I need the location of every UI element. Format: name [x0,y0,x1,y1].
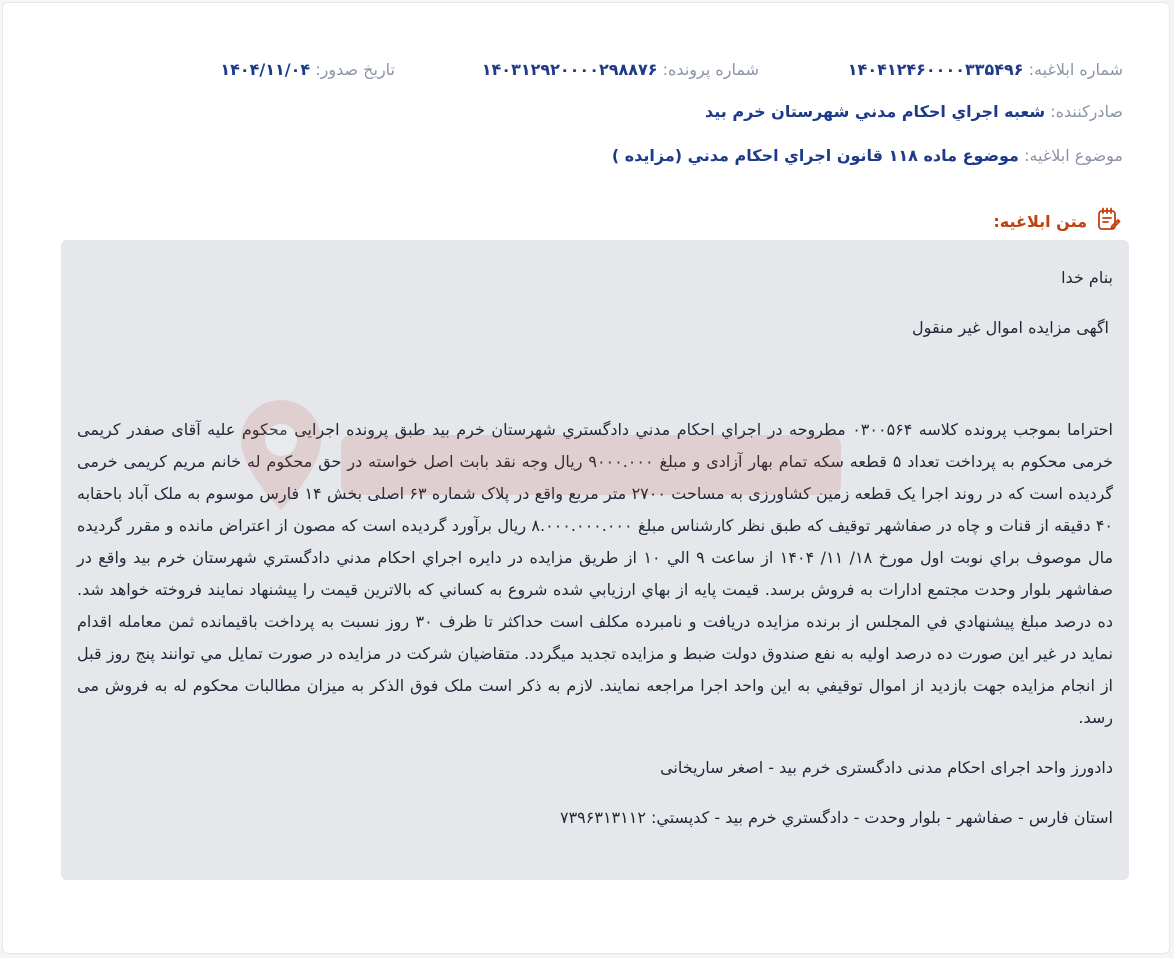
meta-row-subject [612,146,1123,165]
meta-row-issuer [705,102,1123,121]
notice-number [848,60,1123,79]
case-number-value: ۱۴۰۳۱۲۹۲۰۰۰۰۲۹۸۸۷۶ [481,60,658,79]
notice-card [2,2,1170,954]
issue-date-value: ۱۴۰۴/۱۱/۰۴ [220,60,311,79]
issuer-label: صادرکننده: [1050,102,1123,121]
notice-body [61,240,1129,880]
notice-text-heading-label: متن ابلاغیه: [993,211,1087,231]
address-line: استان فارس - صفاشهر - بلوار وحدت - دادگستري خرم بيد - كدپستي: ۷۳۹۶۳۱۳۱۱۲ [559,808,1113,827]
case-number [482,60,759,79]
bismillah-line: بنام خدا [1061,268,1113,287]
case-number-label: شماره پرونده: [662,60,759,79]
subject-value: موضوع ماده ۱۱۸ قانون اجراي احكام مدني (مزايده ) [611,146,1019,165]
issuer-value: شعبه اجراي احكام مدني شهرستان خرم بيد [705,102,1046,121]
notice-main-text: احتراما بموجب پرونده کلاسه ۰۳۰۰۵۶۴ مطروحه در اجراي احكام مدني دادگستري شهرستان خرم بيد طبق پرونده اجرایی محکوم علیه آقای صفدر کریمی خرمی محکوم به پرداخت تعداد ۵ قطعه سکه تمام بهار آزادی و مبلغ ۹۰۰۰.۰۰۰ ریال وجه نقد بابت اصل خواسته در حق محکوم له خانم مریم کریمی خرمی گردیده است که در روند اجرا یک قطعه زمین کشاورزی به مساحت ۲۷۰۰ متر مربع واقع در پلاک شماره ۶۳ اصلی بخش ۱۴ فارس موسوم به ملک آباد باحقابه ۴۰ دقیقه از قنات و چاه در صفاشهر توقیف که طبق نظر کارشناس مبلغ ۸.۰۰۰.۰۰۰.۰۰۰ ریال برآورد گردیده است که مصون از اعتراض مانده و مقرر گرديده مال موصوف براي نوبت اول مورخ ۱۸/ ۱۱/ ۱۴۰۴ از ساعت ۹ الي ۱۰ از طريق مزايده در دايره اجراي احكام مدني دادگستري شهرستان خرم بيد واقع در صفاشهر بلوار وحدت مجتمع ادارات به فروش برسد. قيمت پايه از بهاي ارزيابي شده شروع به كساني كه بالاترين قيمت را پيشنهاد نمايند فروخته خواهد شد. ده درصد مبلغ پيشنهادي في المجلس از برنده مزايده دريافت و نامبرده مكلف است حداكثر تا ظرف ۳۰ روز نسبت به پرداخت باقيمانده ثمن معامله اقدام نمايد در غير اين صورت ده درصد اوليه به نفع صندوق دولت ضبط و مزايده تجديد ميگردد. متقاضيان شركت در مزايده در صورت تمايل مي توانند پنج روز قبل از انجام مزايده جهت بازديد از اموال توقيفي به اين واحد اجرا مراجعه نمايند. لازم به ذکر است ملک فوق الذکر به میزان مطالبات محکوم له به فروش می رسد. [77,420,1114,727]
notice-number-value: ۱۴۰۴۱۲۴۶۰۰۰۰۳۳۵۴۹۶ [847,60,1024,79]
signature-line: دادورز واحد اجرای احکام مدنی دادگستری خرم بید - اصغر ساریخانی [660,758,1113,777]
issue-date [220,60,395,79]
issue-date-label: تاریخ صدور: [315,60,395,79]
notice-text-heading [993,206,1121,236]
notepad-icon [1095,206,1121,236]
auction-heading: اگهی مزایده اموال غیر منقول [912,318,1109,337]
subject-label: موضوع ابلاغیه: [1024,146,1123,165]
notice-number-label: شماره ابلاغیه: [1028,60,1123,79]
